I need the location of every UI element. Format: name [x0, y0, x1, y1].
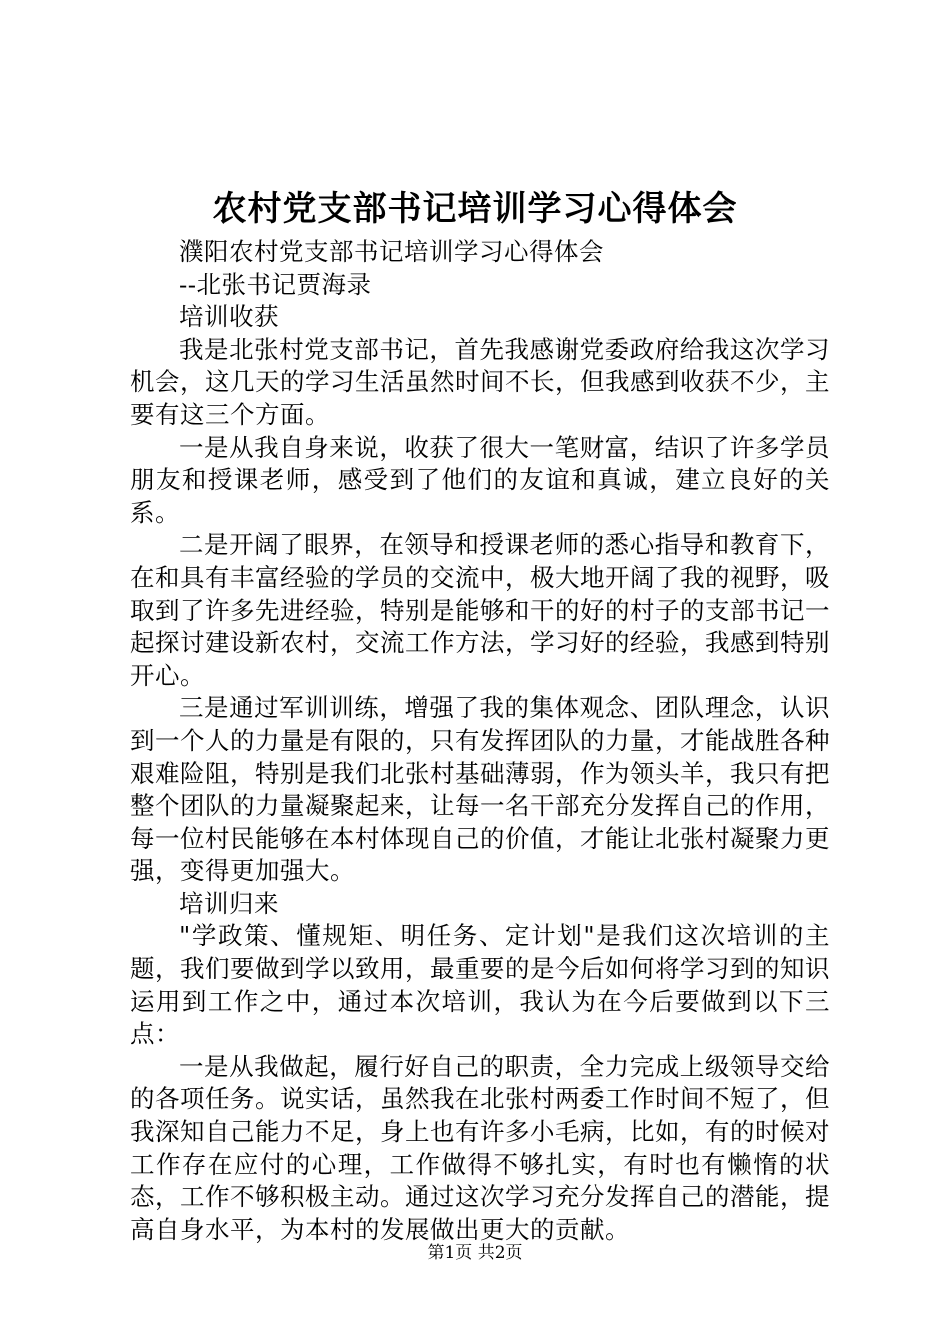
author-line: --北张书记贾海录	[179, 269, 372, 299]
section-heading-return: 培训归来	[179, 888, 279, 918]
paragraph-point-three: 三是通过军训训练，增强了我的集体观念、团队理念，认识到一个人的力量是有限的，只有发挥团队的力量，才能战胜各种艰难险阻，特别是我们北张村基础薄弱，作为领头羊，我只有把整个团队的力量凝聚起来，让每一名干部充分发挥自己的作用，每一位村民能够在本村体现自己的价值，才能让北张村凝聚力更强，变得更加强大。	[130, 693, 830, 886]
page-footer: 第1页 共2页	[427, 1243, 523, 1263]
subtitle-line: 濮阳农村党支部书记培训学习心得体会	[179, 237, 604, 266]
paragraph-theme: "学政策、懂规矩、明任务、定计划"是我们这次培训的主题，我们要做到学以致用，最重要的是今后如何将学习到的知识运用到工作之中，通过本次培训，我认为在今后要做到以下三点：	[130, 921, 830, 1049]
document-title: 农村党支部书记培训学习心得体会	[212, 189, 738, 229]
document-body	[130, 236, 830, 1246]
paragraph-plan-one: 一是从我做起，履行好自己的职责，全力完成上级领导交给的各项任务。说实话，虽然我在北张村两委工作时间不短了，但我深知自己能力不足，身上也有许多小毛病，比如，有的时候对工作存在应付的心理，工作做得不够扎实，有时也有懒惰的状态，工作不够积极主动。通过这次学习充分发挥自己的潜能，提高自身水平，为本村的发展做出更大的贡献。	[130, 1051, 830, 1244]
section-heading-gains: 培训收获	[179, 302, 279, 332]
paragraph-intro: 我是北张村党支部书记，首先我感谢党委政府给我这次学习机会，这几天的学习生活虽然时间不长，但我感到收获不少，主要有这三个方面。	[130, 334, 830, 429]
paragraph-point-one: 一是从我自身来说，收获了很大一笔财富，结识了许多学员朋友和授课老师，感受到了他们的友谊和真诚，建立良好的关系。	[130, 432, 830, 527]
paragraph-point-two: 二是开阔了眼界，在领导和授课老师的悉心指导和教育下，在和具有丰富经验的学员的交流中，极大地开阔了我的视野，吸取到了许多先进经验，特别是能够和干的好的村子的支部书记一起探讨建设新农村，交流工作方法，学习好的经验，我感到特别开心。	[130, 530, 830, 690]
